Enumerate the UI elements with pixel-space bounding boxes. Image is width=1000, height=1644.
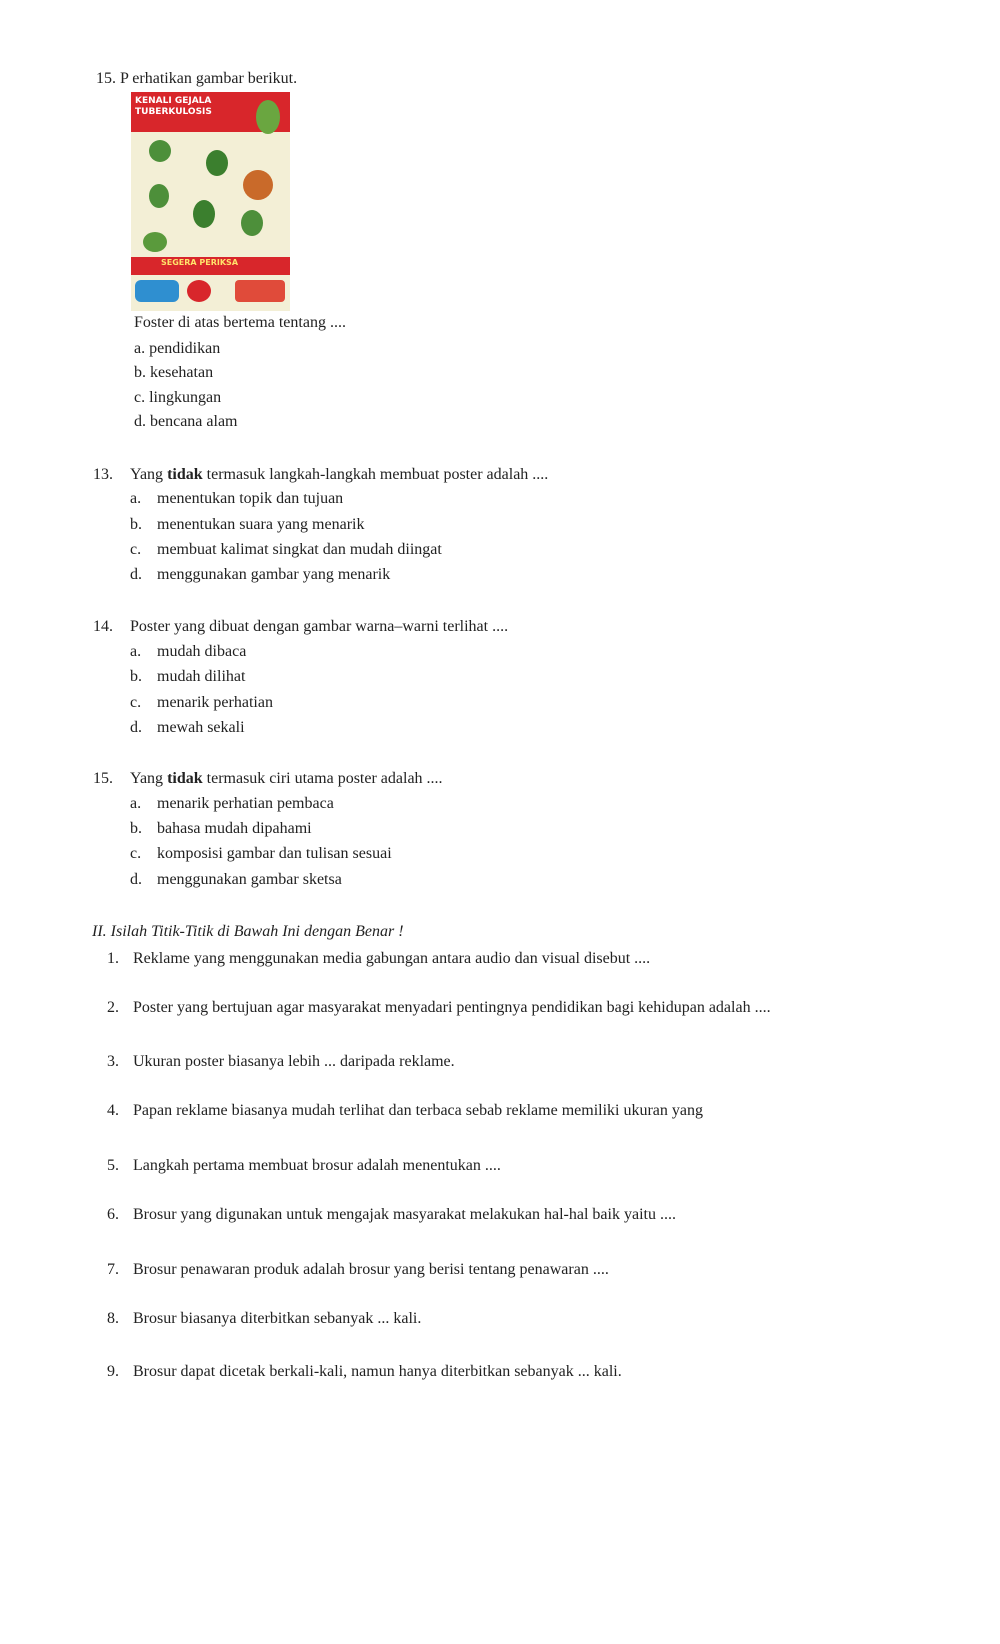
question-15-poster-prompt [96,70,297,88]
fill-in-item: Langkah pertama membuat brosur adalah menentukan .... [133,1157,501,1174]
answer-option-b: b. kesehatan [134,364,214,381]
emphasis-text: tidak [167,466,203,483]
item-number: 8. [107,1310,119,1327]
answer-option-text: menggunakan gambar yang menarik [157,566,391,583]
item-number: 4. [107,1102,119,1119]
person-figure-icon [143,232,167,252]
person-figure-icon [149,184,169,208]
item-number: 7. [107,1261,119,1278]
answer-option-a: a. [130,490,142,507]
item-number: 6. [107,1206,119,1223]
answer-option-a: a. [130,795,142,812]
answer-option-d: d. [130,566,142,583]
section-heading: II. Isilah Titik-Titik di Bawah Ini dengan Benar ! [92,923,404,940]
item-number: 9. [107,1363,119,1380]
item-number: 3. [107,1053,119,1070]
fill-in-item: Brosur biasanya diterbitkan sebanyak ... kali. [133,1310,422,1327]
answer-option-text: bahasa mudah dipahami [157,820,312,837]
info-box-icon [135,280,179,302]
answer-option-c: c. lingkungan [134,389,222,406]
answer-option-a: a. pendidikan [134,340,221,357]
person-figure-icon [149,140,171,162]
fill-in-item: Brosur dapat dicetak berkali-kali, namun hanya diterbitkan sebanyak ... kali. [133,1363,622,1380]
answer-option-d: d. [130,871,142,888]
person-figure-icon [243,170,273,200]
fill-in-item: Reklame yang menggunakan media gabungan antara audio dan visual disebut .... [133,950,651,967]
answer-option-b: b. [130,516,142,533]
fill-in-item: Brosur yang digunakan untuk mengajak masyarakat melakukan hal-hal baik yaitu .... [133,1206,676,1223]
info-circle-icon [187,280,211,302]
question-number: 15. [96,70,116,87]
person-figure-icon [241,210,263,236]
question-text: Foster di atas bertema tentang .... [134,314,346,331]
answer-option-text: mudah dibaca [157,643,247,660]
poster-title: KENALI GEJALA TUBERKULOSIS [135,96,212,117]
answer-option-b: b. [130,668,142,685]
fill-in-item: Ukuran poster biasanya lebih ... daripada reklame. [133,1053,455,1070]
answer-option-text: komposisi gambar dan tulisan sesuai [157,845,392,862]
person-figure-icon [193,200,215,228]
answer-option-c: c. [130,541,142,558]
answer-option-d: d. bencana alam [134,413,238,430]
question-text: P erhatikan gambar berikut. [120,70,298,87]
question-text: Poster yang dibuat dengan gambar warna–warni terlihat .... [130,618,509,635]
answer-option-text: menentukan topik dan tujuan [157,490,344,507]
answer-option-c: c. [130,845,142,862]
answer-option-d: d. [130,719,142,736]
question-text: Yang tidak termasuk langkah-langkah membuat poster adalah .... [130,466,549,483]
question-text: Yang tidak termasuk ciri utama poster adalah .... [130,770,443,787]
question-number: 14. [93,618,113,635]
answer-option-text: menggunakan gambar sketsa [157,871,342,888]
answer-option-text: mewah sekali [157,719,245,736]
answer-option-text: membuat kalimat singkat dan mudah diingat [157,541,442,558]
answer-option-text: menarik perhatian [157,694,273,711]
item-number: 1. [107,950,119,967]
poster-band-text: SEGERA PERIKSA [161,258,239,267]
tuberculosis-poster-image [131,92,290,311]
question-number: 13. [93,466,113,483]
emphasis-text: tidak [167,770,203,787]
person-figure-icon [256,100,280,134]
answer-option-c: c. [130,694,142,711]
question-number: 15. [93,770,113,787]
person-figure-icon [206,150,228,176]
answer-option-text: mudah dilihat [157,668,246,685]
item-number: 2. [107,999,119,1016]
fill-in-item: Brosur penawaran produk adalah brosur yang berisi tentang penawaran .... [133,1261,609,1278]
fill-in-item: Poster yang bertujuan agar masyarakat menyadari pentingnya pendidikan bagi kehidupan adalah .... [133,999,771,1016]
fill-in-item: Papan reklame biasanya mudah terlihat dan terbaca sebab reklame memiliki ukuran yang [133,1102,703,1119]
info-box-icon [235,280,285,302]
answer-option-b: b. [130,820,142,837]
item-number: 5. [107,1157,119,1174]
answer-option-text: menentukan suara yang menarik [157,516,365,533]
answer-option-a: a. [130,643,142,660]
answer-option-text: menarik perhatian pembaca [157,795,334,812]
